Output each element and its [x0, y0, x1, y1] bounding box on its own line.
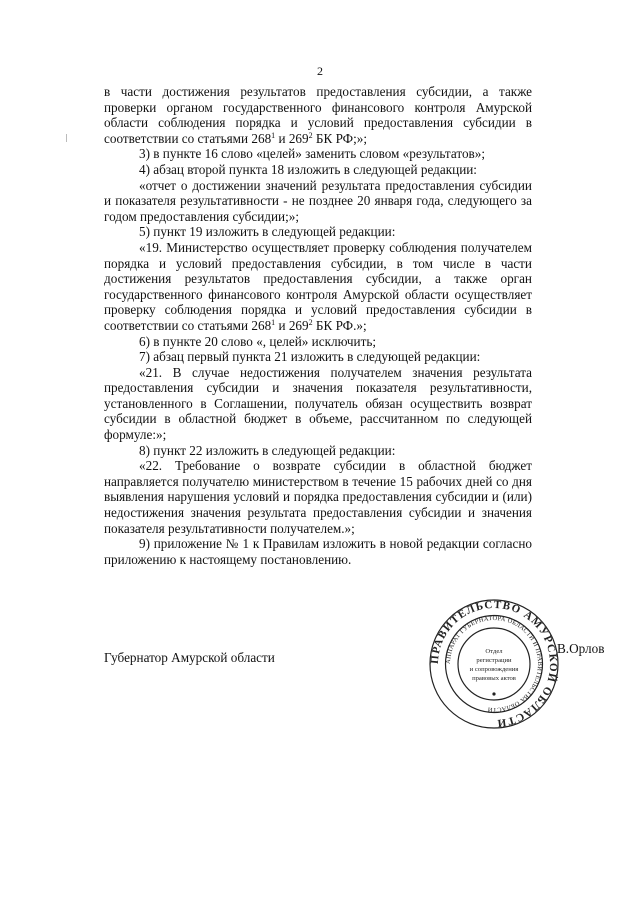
stamp-center-line: Отдел: [485, 648, 503, 655]
stamp-center-line: и сопровождения: [469, 666, 519, 673]
page-number: 2: [317, 64, 323, 78]
paragraph-9: «21. В случае недостижения получателем значения результата предоставления субсидии и значения показателя результативности, установленного в Соглашении, получатель обязан осуществить возврат субсидии в областной бюджет в объеме, рассчитанном по следующей формуле:»;: [104, 364, 532, 443]
paragraph-2: 3) в пункте 16 слово «целей» заменить словом «результатов»;: [139, 146, 486, 162]
paragraph-12: 9) приложение № 1 к Правилам изложить в новой редакции согласно приложению к настоящему постановлению.: [104, 536, 532, 567]
stamp-inner-text: АППАРАТ ГУБЕРНАТОРА ОБЛАСТИ И ПРАВИТЕЛЬСТВА ОБЛАСТИ: [444, 614, 544, 714]
document-body: [104, 84, 532, 567]
stamp-center-line: регистрации: [476, 657, 512, 664]
paragraph-5: 5) пункт 19 изложить в следующей редакции:: [139, 224, 396, 240]
signature-title: Губернатор Амурской области: [104, 650, 275, 665]
paragraph-6: «19. Министерство осуществляет проверку соблюдения получателем порядка и условий предоставления субсидии, в том числе в части достижения результатов предоставления субсидии, а также орган государственного финансового контроля Амурской области осуществляет проверку соблюдения порядка и условий предоставления субсидии в соответствии со статьями $268^1$ и $269^2$ БК РФ.»;: [104, 239, 532, 333]
paragraph-4: «отчет о достижении значений результата предоставления субсидии и показателя результативности - не позднее 20 января года, следующего за годом предоставления субсидии;»;: [104, 177, 532, 224]
stamp-center-line: правовых актов: [472, 675, 516, 682]
margin-mark: [66, 134, 67, 142]
stamp-dot: [492, 692, 495, 695]
paragraph-8: 7) абзац первый пункта 21 изложить в следующей редакции:: [139, 349, 481, 365]
paragraph-3: 4) абзац второй пункта 18 изложить в следующей редакции:: [139, 161, 477, 177]
paragraph-1: в части достижения результатов предоставления субсидии, а также проверки органом государственного финансового контроля Амурской области соблюдения порядка и условий предоставления субсидии в соответствии со статьями $268^1$ и $269^2$ БК РФ;»;: [104, 84, 532, 146]
stamp-outer-text: ПРАВИТЕЛЬСТВО АМУРСКОЙ ОБЛАСТИ: [428, 598, 560, 730]
paragraph-10: 8) пункт 22 изложить в следующей редакции:: [139, 442, 396, 458]
official-stamp: [428, 598, 560, 730]
paragraph-7: 6) в пункте 20 слово «, целей» исключить;: [139, 333, 377, 349]
paragraph-11: «22. Требование о возврате субсидии в областной бюджет направляется получателю министерством в течение 15 рабочих дней со дня выявления нарушения условий и порядка предоставления субсидии и (или) недостижения значения результата предоставления субсидии и значения показателя результативности получателем.»;: [104, 458, 532, 536]
signature-name: В.Орлов: [557, 641, 605, 656]
